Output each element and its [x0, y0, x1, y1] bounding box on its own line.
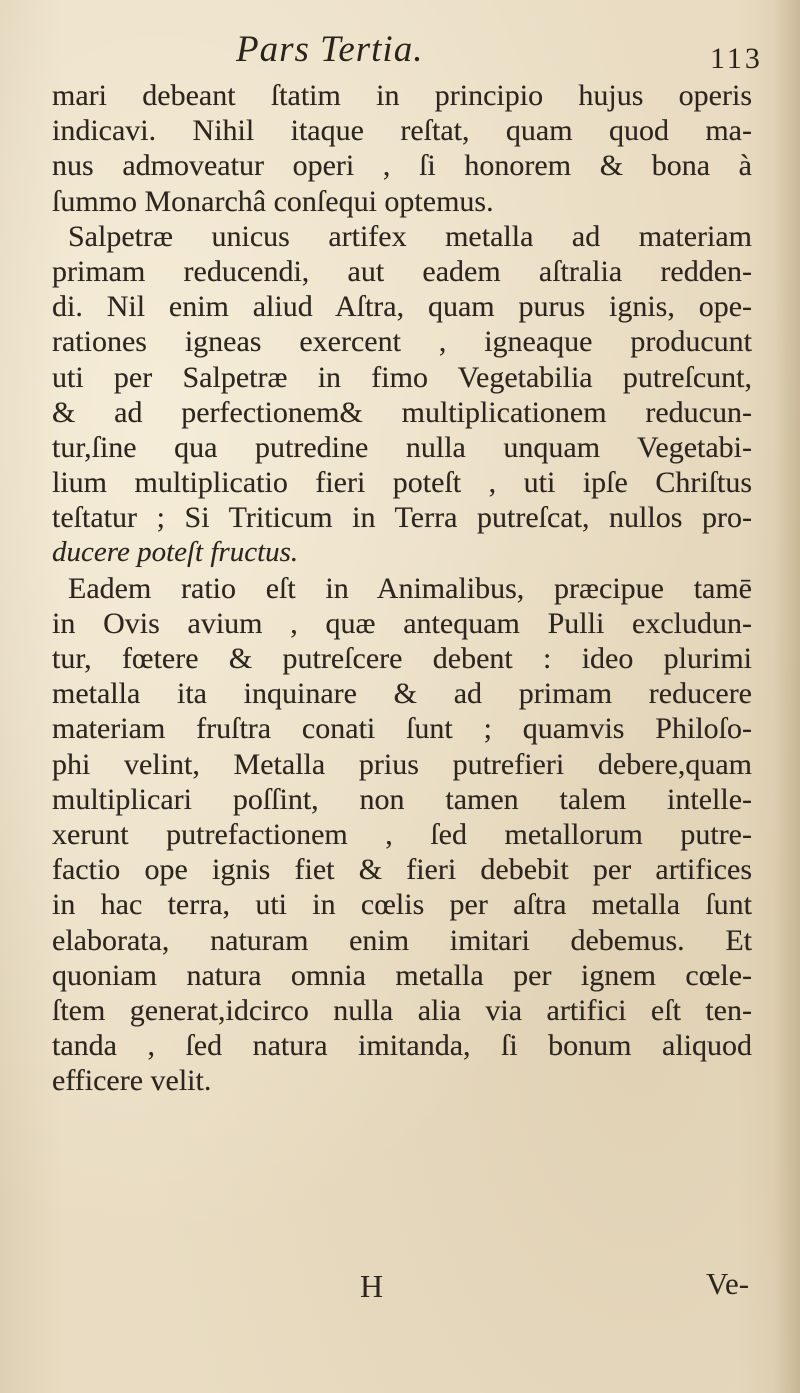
text-line: materiam fruſtra conati ſunt ; quamvis Philoſo- [52, 712, 752, 746]
text-line: & ad perfectionem& multiplicationem reducun- [52, 395, 752, 429]
text-line: Salpetræ unicus artifex metalla ad materiam [68, 219, 752, 253]
text-line: factio ope ignis fiet & fieri debebit per artifices [52, 853, 752, 887]
page-edge-shadow [774, 0, 800, 1393]
page-number: 113 [710, 42, 763, 75]
text-line: mari debeant ſtatim in principio hujus operis [52, 79, 752, 112]
text-line: quoniam natura omnia metalla per ignem cœle- [52, 958, 752, 992]
text-line: in hac terra, uti in cœlis per aſtra metalla ſunt [52, 888, 752, 922]
text-line: ſtem generat,idcirco nulla alia via artifici eſt ten- [52, 993, 752, 1027]
text-line: nus admoveatur operi , ſi honorem & bona à [52, 149, 752, 183]
text-line: elaborata, naturam enim imitari debemus. Et [52, 923, 752, 957]
body-text [52, 78, 752, 1098]
catchword: Ve- [706, 1266, 750, 1301]
text-line: multiplicari poſſint, non tamen talem intelle- [52, 782, 752, 816]
text-line: metalla ita inquinare & ad primam reducere [52, 677, 752, 711]
text-line: in Ovis avium , quæ antequam Pulli excludun- [52, 606, 752, 640]
signature-mark: H [360, 1268, 384, 1304]
text-line: xerunt putrefactionem , ſed metallorum putre- [52, 817, 752, 851]
text-line: uti per Salpetræ in fimo Vegetabilia putreſcunt, [52, 360, 752, 394]
running-head: Pars Tertia. [236, 29, 424, 70]
text-line: ſummo Monarchâ conſequi optemus. [52, 184, 494, 218]
text-line: indicavi. Nihil itaque reſtat, quam quod ma- [52, 114, 752, 148]
text-line: rationes igneas exercent , igneaque producunt [52, 325, 752, 359]
text-line: di. Nil enim aliud Aſtra, quam purus ignis, ope- [52, 290, 752, 324]
text-line: efficere velit. [52, 1064, 212, 1098]
text-line: primam reducendi, aut eadem aſtralia redden- [52, 254, 752, 288]
text-line: lium multiplicatio fieri poteſt , uti ipſe Chriſtus [52, 466, 752, 500]
text-line: teſtatur ; Si Triticum in Terra putreſcat, nullos pro- [52, 501, 752, 535]
page-header [0, 28, 800, 78]
text-line: tur,ſine qua putredine nulla unquam Vegetabi- [52, 430, 752, 464]
text-line: tur, fœtere & putreſcere debent : ideo plurimi [52, 642, 752, 675]
text-line: phi velint, Metalla prius putrefieri debere,quam [52, 747, 752, 781]
text-line: ducere poteſt fructus. [52, 536, 299, 569]
text-line: tanda , ſed natura imitanda, ſi bonum aliquod [52, 1029, 752, 1063]
text-line: Eadem ratio eſt in Animalibus, præcipue tamē [68, 571, 752, 605]
